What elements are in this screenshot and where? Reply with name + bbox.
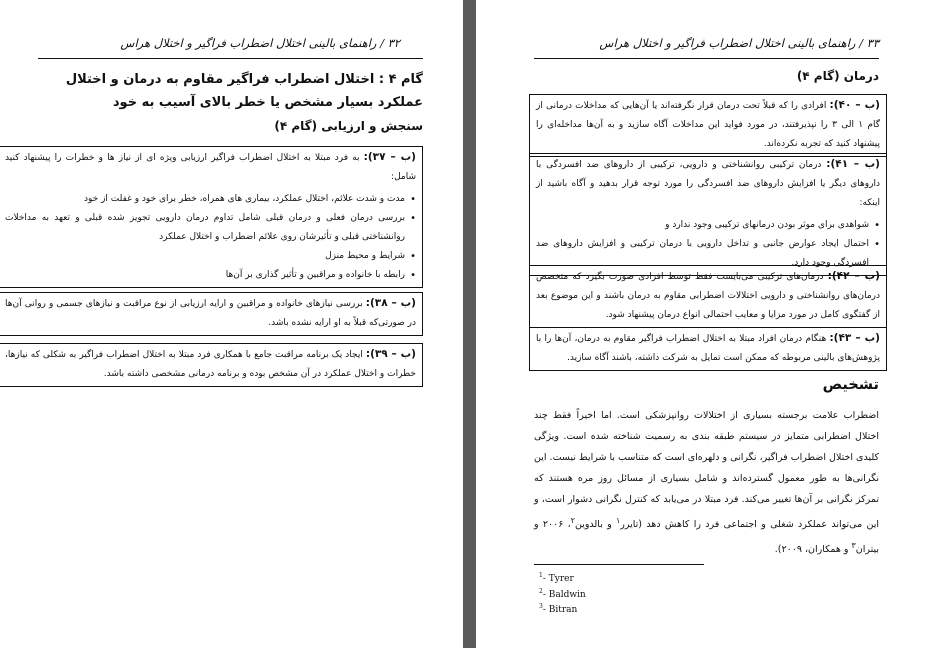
- bullet-item: • شرایط و محیط منزل: [5, 247, 416, 266]
- citation-marker: ۳: [851, 541, 856, 551]
- bullet-item: • رابطه با خانواده و مراقبین و تأثیر گذاری بر آن‌ها: [5, 266, 416, 285]
- footnote-item: [539, 586, 586, 602]
- recommendation-tag: (ب – ۳۹):: [365, 348, 416, 360]
- paragraph-text: ، ۲۰۰۶ و بیتران: [534, 519, 879, 556]
- bullet-item: • احتمال ایجاد عوارض جانبی و تداخل دارویی با درمان ترکیبی و افزایش داروهای ضد افسردگی وجود دارد.: [536, 235, 880, 273]
- recommendation-text: درمان‌های ترکیبی می‌بایست فقط توسط افرادی صورت بگیرد که متخصص درمان‌های روانشناختی و دارویی اختلالات اضطرابی مقاوم به درمان باشند و این موضوع بعد از گفتگوی کامل در مورد مزایا و معایب احتمالی انواع درمان پیشنهاد شود.: [536, 272, 880, 320]
- footnote-item: [539, 570, 586, 586]
- footnote-number: 1: [539, 572, 543, 579]
- diagnosis-title: تشخیص: [822, 377, 879, 393]
- recommendation-41: [529, 153, 887, 276]
- treatment-subheading: درمان (گام ۴): [796, 69, 879, 83]
- footnote-text: - Bitran: [542, 605, 578, 615]
- citation-marker: ۱: [616, 516, 621, 525]
- recommendation-tag: (ب – ۴۰):: [829, 99, 880, 111]
- recommendation-tag: (ب – ۴۱):: [826, 158, 880, 170]
- recommendation-42: [529, 265, 887, 328]
- recommendation-text: به فرد مبتلا به اختلال اضطراب فراگیر ارزیابی ویژه ای از نیاز ها و خطرات را پیشنهاد کنید شامل:: [5, 153, 416, 182]
- recommendation-text: بررسی نیازهای خانواده و مراقبین و ارایه ارزیابی از نوع مراقبت و نیازهای جسمی و روانی آن‌ها در صورتی‌که قبلاً به او ارایه نشده باشد.: [5, 299, 416, 328]
- recommendation-tag: (ب – ۳۷):: [363, 151, 416, 163]
- footnote-separator: [534, 564, 704, 565]
- recommendation-37: [0, 146, 423, 288]
- bullet-item: • مدت و شدت علائم، اختلال عملکرد، بیماری های همراه، خطر برای خود و غفلت از خود: [5, 190, 416, 209]
- recommendation-tag: (ب – ۳۸):: [365, 297, 416, 309]
- page-header-left: ۳۲ / راهنمای بالینی اختلال اضطراب فراگیر و اختلال هراس: [120, 36, 400, 50]
- assessment-subheading: سنجش و ارزیابی (گام ۴): [274, 119, 423, 133]
- recommendation-tag: (ب – ۴۳):: [829, 332, 880, 344]
- citation-marker: ۲: [570, 516, 575, 525]
- recommendation-39: [0, 343, 423, 387]
- footnote-text: - Baldwin: [542, 589, 586, 600]
- footnote-item: [539, 601, 586, 617]
- recommendation-text: افرادی را که قبلاً تحت درمان قرار نگرفته‌اند یا آن‌هایی که مداخلات درمانی از گام ۱ الی ۳ را نپذیرفتند، در مورد فواید این مداخلات آگاه سازید و به آن‌ها مداخله‌ای را پیشنهاد کنید که تجربه نکرده‌اند.: [536, 101, 881, 149]
- footnotes: [539, 570, 586, 617]
- paragraph-text: و بالدوین: [574, 519, 617, 531]
- bullet-item: • بررسی درمان فعلی و درمان قبلی شامل تداوم درمان دارویی تجویز شده قبلی و تعهد به مداخلات روانشناختی قبلی و تأثیرشان روی علائم اضطراب و اختلال عملکرد: [5, 209, 416, 247]
- header-rule-left: [38, 58, 423, 59]
- recommendation-40: [529, 94, 887, 157]
- recommendation-tag: (ب – ۴۲):: [827, 270, 880, 282]
- footnote-number: 2: [539, 587, 543, 595]
- bullet-item: • شواهدی برای موثر بودن درمانهای ترکیبی وجود ندارد و: [536, 216, 880, 235]
- footnote-number: 3: [539, 603, 543, 610]
- header-rule-right: [534, 58, 879, 59]
- recommendation-43: [529, 327, 887, 371]
- paragraph-text: اضطراب علامت برجسته بسیاری از اختلالات روانپزشکی است. اما اخیراً فقط چند اختلال اضطرابی متمایز در سیستم طبقه بندی به رسمیت شناخته شده است. ویژگی کلیدی اختلال اضطراب فراگیر، نگرانی و دلهره‌ای است که متناسب با شرایط نیست. این نگرانی‌ها به طور معمول گسترده‌اند و شامل بسیاری از مسائل روز مره هستند که تمرکز نگرانی بر آن‌ها تغییر می‌کند. فرد مبتلا در می‌یابد که کنترل نگرانی دشوار است، و این می‌تواند عملکرد شغلی و اجتماعی فرد را کاهش دهد (تایرر: [534, 410, 880, 531]
- page-header-right: ۳۳ / راهنمای بالینی اختلال اضطراب فراگیر و اختلال هراس: [599, 36, 879, 50]
- footnote-text: - Tyrer: [542, 574, 574, 584]
- recommendation-text: هنگام درمان افراد مبتلا به اختلال اضطراب فراگیر مقاوم به درمان، آن‌ها را با پژوهش‌های بالینی مربوطه که ممکن است تمایل به شرکت داشته، باشند آگاه سازید.: [536, 334, 880, 363]
- paragraph-text: و همکاران، ۲۰۰۹).: [774, 544, 852, 556]
- step-heading: گام ۴ : اختلال اضطراب فراگیر مقاوم به درمان و اختلال عملکرد بسیار مشخص یا خطر بالای آسیب به خود: [65, 72, 423, 110]
- page-gutter: [463, 0, 476, 648]
- right-page: [476, 0, 937, 648]
- recommendation-text: درمان ترکیبی روانشناختی و دارویی، ترکیبی از داروهای ضد افسردگی با داروهای دیگر یا افزایش داروهای ضد افسردگی را مورد توجه قرار بدهید و آگاه باشید از اینکه:: [536, 160, 880, 208]
- left-page: [0, 0, 463, 648]
- recommendation-38: [0, 292, 423, 336]
- diagnosis-paragraph: [534, 405, 879, 560]
- recommendation-bullets: [5, 190, 416, 285]
- recommendation-text: ایجاد یک برنامه مراقبت جامع با همکاری فرد مبتلا به اختلال اضطراب فراگیر به شکلی که نیازها، خطرات و اختلال عملکرد در آن مشخص بوده و برنامه درمانی مشخصی داشته باشد.: [5, 350, 416, 379]
